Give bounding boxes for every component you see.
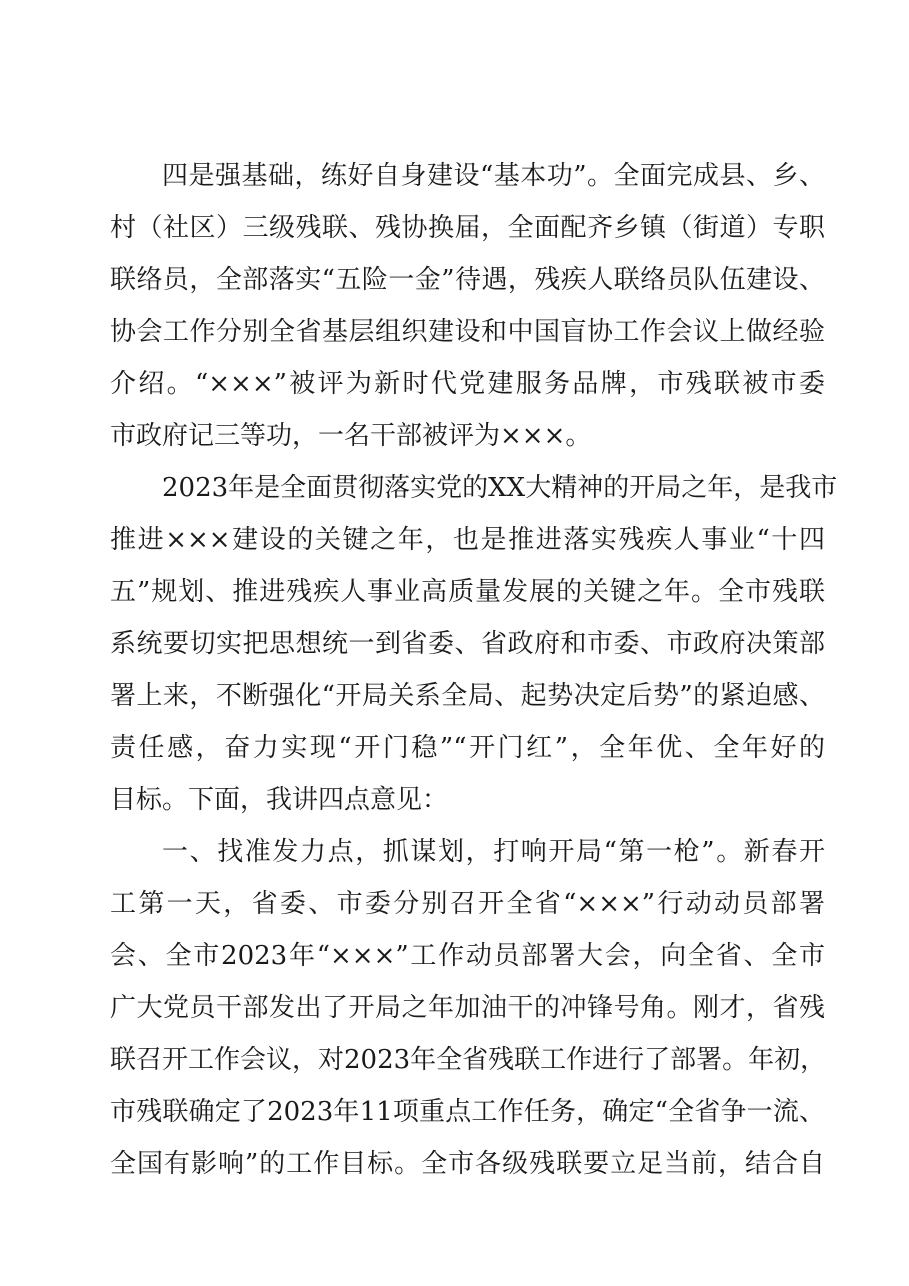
- paragraph-line: 介绍。“×××”被评为新时代党建服务品牌，市残联被市委: [110, 369, 825, 399]
- paragraph-line: 2023年是全面贯彻落实党的XX大精神的开局之年，是我市: [162, 473, 838, 503]
- paragraph-line: 四是强基础，练好自身建设“基本功”。全面完成县、乡、: [162, 161, 825, 191]
- paragraph-point-one: [110, 826, 825, 1190]
- paragraph-line: 系统要切实把思想统一到省委、省政府和市委、市政府决策部: [110, 629, 825, 659]
- paragraph-line: 工第一天，省委、市委分别召开全省“×××”行动动员部署: [110, 889, 825, 919]
- paragraph-line: 联络员，全部落实“五险一金”待遇，残疾人联络员队伍建设、: [110, 265, 825, 295]
- paragraph-line: 村（社区）三级残联、残协换届，全面配齐乡镇（街道）专职: [110, 213, 825, 243]
- paragraph-line: 广大党员干部发出了开局之年加油干的冲锋号角。刚才，省残: [110, 993, 825, 1023]
- paragraph-line: 目标。下面，我讲四点意见：: [110, 785, 449, 815]
- paragraph-line: 联召开工作会议，对2023年全省残联工作进行了部署。年初，: [110, 1045, 827, 1075]
- paragraph-line: 署上来，不断强化“开局关系全局、起势决定后势”的紧迫感、: [110, 681, 825, 711]
- paragraph-line: 会、全市2023年“×××”工作动员部署大会，向全省、全市: [110, 941, 825, 971]
- paragraph-line: 五”规划、推进残疾人事业高质量发展的关键之年。全市残联: [110, 577, 825, 607]
- paragraph-line: 协会工作分别全省基层组织建设和中国盲协工作会议上做经验: [110, 317, 825, 347]
- paragraph-line: 市政府记三等功，一名干部被评为×××。: [110, 421, 592, 451]
- paragraph-line: 市残联确定了2023年11项重点工作任务，确定“全省争一流、: [110, 1097, 825, 1127]
- paragraph-2023-opening-year: [110, 462, 838, 826]
- document-body: [110, 150, 838, 1190]
- paragraph-line: 全国有影响”的工作目标。全市各级残联要立足当前，结合自: [110, 1149, 825, 1179]
- paragraph-line: 责任感，奋力实现“开门稳”“开门红”，全年优、全年好的: [110, 733, 825, 763]
- paragraph-line: 推进×××建设的关键之年，也是推进落实残疾人事业“十四: [110, 525, 825, 555]
- paragraph-strengthen-foundation: [110, 150, 825, 462]
- paragraph-line: 一、找准发力点，抓谋划，打响开局“第一枪”。新春开: [162, 837, 825, 867]
